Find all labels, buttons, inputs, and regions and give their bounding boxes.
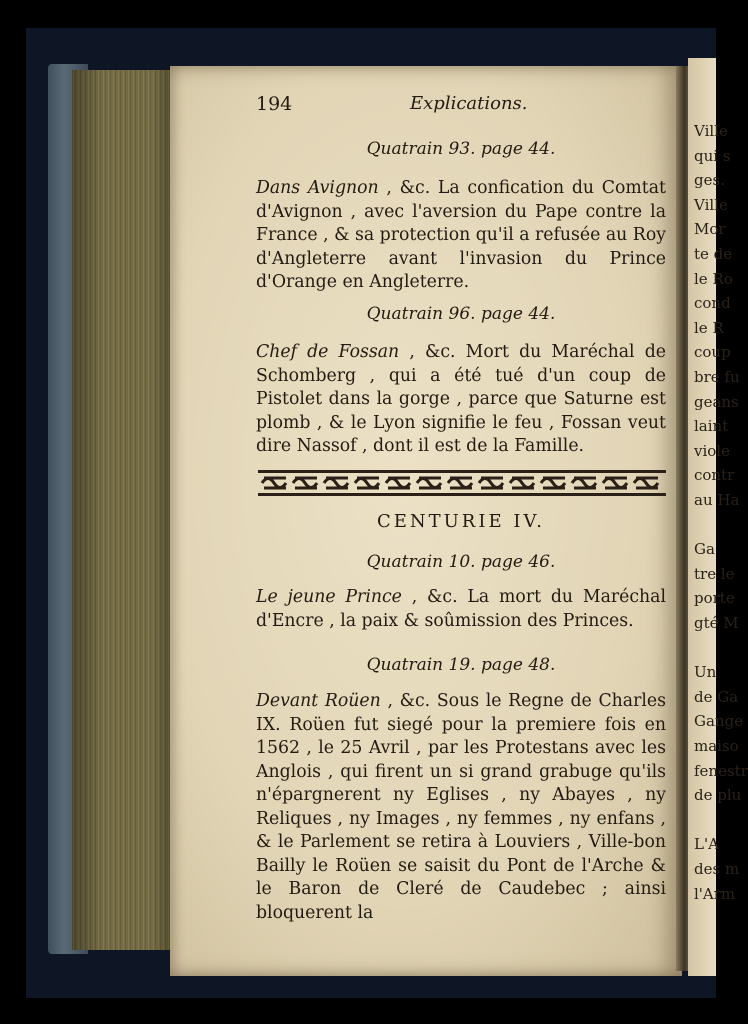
facing-page-fragment: tre le (694, 564, 735, 583)
ornament-motif (324, 478, 348, 488)
facing-page-fragment: de Ga (694, 687, 739, 706)
ornament-motif (262, 478, 286, 488)
facing-page-fragment: laint (694, 417, 729, 436)
entry-paragraph (256, 690, 666, 925)
facing-page-fragment: des m (694, 860, 740, 878)
ornament-motif (572, 478, 596, 488)
ornament-motif (510, 478, 534, 488)
ornament-motif (479, 478, 503, 488)
ornament-motif (293, 478, 317, 488)
entry-heading: Quatrain 93. page 44. (366, 139, 556, 159)
entry-lead: Devant Roüen (256, 691, 381, 711)
facing-page-fragment: bre fu (694, 368, 740, 386)
facing-page-fragment: Mor (694, 220, 726, 239)
entry-text: , &c. La confication du Comtat d'Avignon , avec l'aversion du Pape contre la France , & sa protection qu'il a refusée au Roy d'Angleterre avant l'invasion du Prince d'Orange en Angleterre. (256, 178, 666, 292)
facing-page-fragment: fenestr (694, 761, 748, 780)
facing-page-fragment: Gange (694, 712, 744, 731)
ornament-motif (386, 478, 410, 488)
ornament-motif (448, 478, 472, 488)
entry-text: , &c. Mort du Maréchal de Schomberg , qui a été tué d'un coup de Pistolet dans la gorge , parce que Saturne est plomb , & le Lyon signifie le feu , Fossan veut dire Nassof , dont il est de la Famille. (256, 342, 666, 456)
facing-page-fragment: te de (694, 245, 733, 263)
entry-lead: Chef de Fossan (256, 342, 400, 362)
ornament-motif (417, 478, 441, 488)
facing-page-fragment: viole (694, 441, 730, 460)
entry-text: , &c. La mort du Maréchal d'Encre , la paix & soûmission des Princes. (256, 587, 666, 631)
facing-page-fragment: le Ro (694, 269, 733, 288)
facing-page (688, 58, 748, 976)
entry-heading: Quatrain 10. page 46. (366, 552, 556, 572)
facing-page-fragment: au Ha (694, 491, 740, 509)
facing-page-fragment: Ville (694, 122, 728, 140)
facing-page-fragment: Ville (694, 195, 728, 214)
facing-page-fragment: coup (694, 343, 731, 362)
entry-paragraph (256, 341, 666, 459)
facing-page-fragment: L'A (694, 835, 719, 854)
page-number: 194 (256, 93, 293, 115)
facing-page-fragment: contr (694, 466, 735, 485)
entry-heading: Quatrain 96. page 44. (366, 304, 556, 324)
entry-paragraph (256, 586, 666, 633)
ornament-motif (355, 478, 379, 488)
ornament-motif (634, 478, 658, 488)
facing-page-fragment: qui s (694, 146, 731, 165)
section-title: CENTURIE IV. (376, 511, 546, 532)
facing-page-fragment: le R (694, 318, 724, 337)
facing-page-fragment: maiso (694, 737, 739, 755)
entry-lead: Le jeune Prince (256, 587, 402, 607)
facing-page-fragment: Un (694, 663, 717, 682)
facing-page-fragment: l'Arm (694, 884, 736, 903)
facing-page-fragment: geans (694, 392, 739, 411)
decorative-ornament-band (258, 466, 666, 500)
facing-page-fragment: de plu (694, 786, 742, 805)
facing-page-fragment: Ga (694, 540, 715, 559)
entry-paragraph (256, 177, 666, 295)
facing-page-fragment: ges. (694, 171, 725, 190)
page-block-edge (72, 70, 172, 950)
ornament-motif (541, 478, 565, 488)
facing-page-fragment: porte (694, 589, 735, 608)
running-title: Explications. (410, 93, 528, 114)
entry-lead: Dans Avignon (256, 178, 379, 198)
facing-page-fragment: cond (694, 294, 731, 313)
entry-heading: Quatrain 19. page 48. (366, 655, 556, 675)
facing-page-fragment: gté M (694, 614, 739, 632)
ornament-motif (603, 478, 627, 488)
entry-text: , &c. Sous le Regne de Charles IX. Roüen fut siegé pour la premiere fois en 1562 , le 25 Avril , par les Protestans avec les Anglois , qui firent un si grand grabuge qu'ils n'épargnerent ny Eglises , ny Abayes , ny Reliques , ny Images , ny femmes , ny enfans , & le Parlement se retira à Louviers , Ville-bon Bailly le Roüen se saisit du Pont de l'Arche & le Baron de Cleré de Caudebec ; ainsi bloquerent la (256, 691, 666, 923)
running-head (256, 93, 656, 119)
